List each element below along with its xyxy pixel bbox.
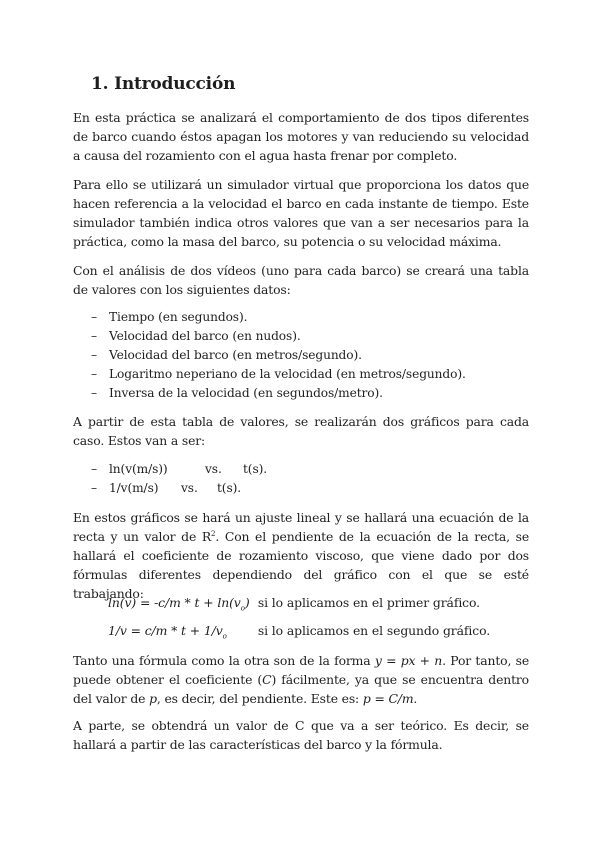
formula-first: $\ln(v) = -c/m * t + \ln(v_o)$ si lo aplicamos en el primer gráfico. (108, 595, 481, 613)
list-item: – 1/v(m/s) vs. t(s). (91, 481, 242, 495)
list-item: – ln(v(m/s)) vs. t(s). (91, 462, 268, 476)
list-item: – Tiempo (en segundos). (91, 310, 248, 324)
paragraph-graphs: A partir de esta tabla de valores, se realizarán dos gráficos para cada caso. Estos van a ser: (73, 414, 529, 448)
section-heading (91, 74, 235, 94)
section-number: 1. (91, 74, 109, 94)
section-title: Introducción (114, 74, 236, 94)
list-item: – Velocidad del barco (en metros/segundo). (91, 348, 362, 362)
list-item: – Inversa de la velocidad (en segundos/metro). (91, 386, 383, 400)
paragraph-table-data: Con el análisis de dos vídeos (uno para cada barco) se creará una tabla de valores con los siguientes datos: (73, 263, 529, 297)
graphs-list (73, 460, 529, 498)
paragraph-simulator: Para ello se utilizará un simulador virtual que proporciona los datos que hacen referencia a la velocidad el barco en cada instante de tiempo. Este simulador también indica otros valores que van a ser necesarios para la práctica, como la masa del barco, su potencia o su velocidad máxima. (73, 177, 529, 249)
list-item: – Logaritmo neperiano de la velocidad (en metros/segundo). (91, 367, 466, 381)
paragraph-intro: En esta práctica se analizará el comportamiento de dos tipos diferentes de barco cuando éstos apagan los motores y van reduciendo su velocidad a causa del rozamiento con el agua hasta frenar por completo. (73, 110, 529, 163)
list-item: – Velocidad del barco (en nudos). (91, 329, 301, 343)
paragraph-slope: Tanto una fórmula como la otra son de la forma y = px + n. Por tanto, se puede obtener el coeficiente (C) fácilmente, ya que se encuentra dentro del valor de p, es decir, del pendiente. Este es: p = C/m. (73, 653, 530, 706)
data-list (73, 308, 529, 403)
paragraph-fit: En estos gráficos se hará un ajuste lineal y se hallará una ecuación de la recta y un valor de $R^2$. Con el pendiente de la ecuación de la recta, se hallará el coeficiente de rozamiento viscoso, que viene dado por dos fórmulas diferentes dependiendo del gráfico con el que se esté trabajando: (73, 510, 529, 601)
formula-second: $1/v = c/m * t + 1/v_o$ si lo aplicamos en el segundo gráfico. (108, 623, 491, 641)
paragraph-theoretical: A parte, se obtendrá un valor de C que va a ser teórico. Es decir, se hallará a partir de las características del barco y la fórmula. (73, 718, 529, 752)
